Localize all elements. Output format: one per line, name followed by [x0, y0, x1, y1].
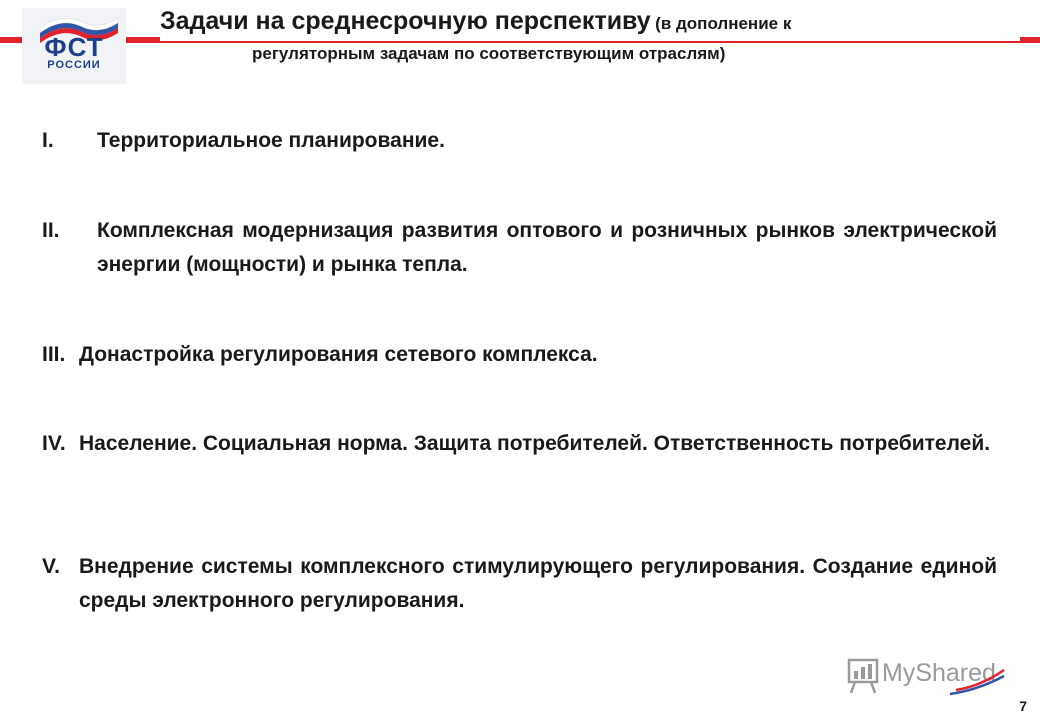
watermark-text: MyShared [882, 659, 996, 687]
myshared-watermark [846, 656, 1006, 696]
slide-subtitle-part-a: (в дополнение к [655, 14, 792, 33]
item-number: III. [42, 343, 66, 366]
watermark-swoosh-icon [846, 656, 1006, 696]
list-item [42, 427, 997, 497]
item-number: II. [42, 219, 60, 242]
item-text: Территориальное планирование. [97, 129, 445, 152]
slide-title: Задачи на среднесрочную перспективу [160, 7, 651, 35]
list-item [42, 214, 997, 284]
item-text: Комплексная модернизация развития оптового и розничных рынков электрической энергии (мощности) и рынка тепла. [97, 219, 997, 276]
item-number: IV. [42, 432, 66, 455]
list-item [42, 550, 997, 654]
item-text: Население. Социальная норма. Защита потребителей. Ответственность потребителей. [79, 432, 991, 455]
slide-title-line-1 [160, 7, 1020, 41]
item-text: Внедрение системы комплексного стимулирующего регулирования. Создание единой среды электронного регулирования. [79, 555, 997, 612]
fst-logo [22, 8, 126, 84]
slide-subtitle-part-b: регуляторным задачам по соответствующим отраслям) [252, 44, 726, 63]
item-number: I. [42, 129, 54, 152]
list-item [42, 338, 997, 374]
list-item [42, 124, 997, 160]
item-number: V. [42, 555, 60, 578]
page-number: 7 [1019, 698, 1027, 714]
logo-main-text: ФСТ [44, 32, 104, 62]
logo-sub-text: РОССИИ [47, 59, 101, 71]
item-text: Донастройка регулирования сетевого комплекса. [79, 343, 598, 366]
